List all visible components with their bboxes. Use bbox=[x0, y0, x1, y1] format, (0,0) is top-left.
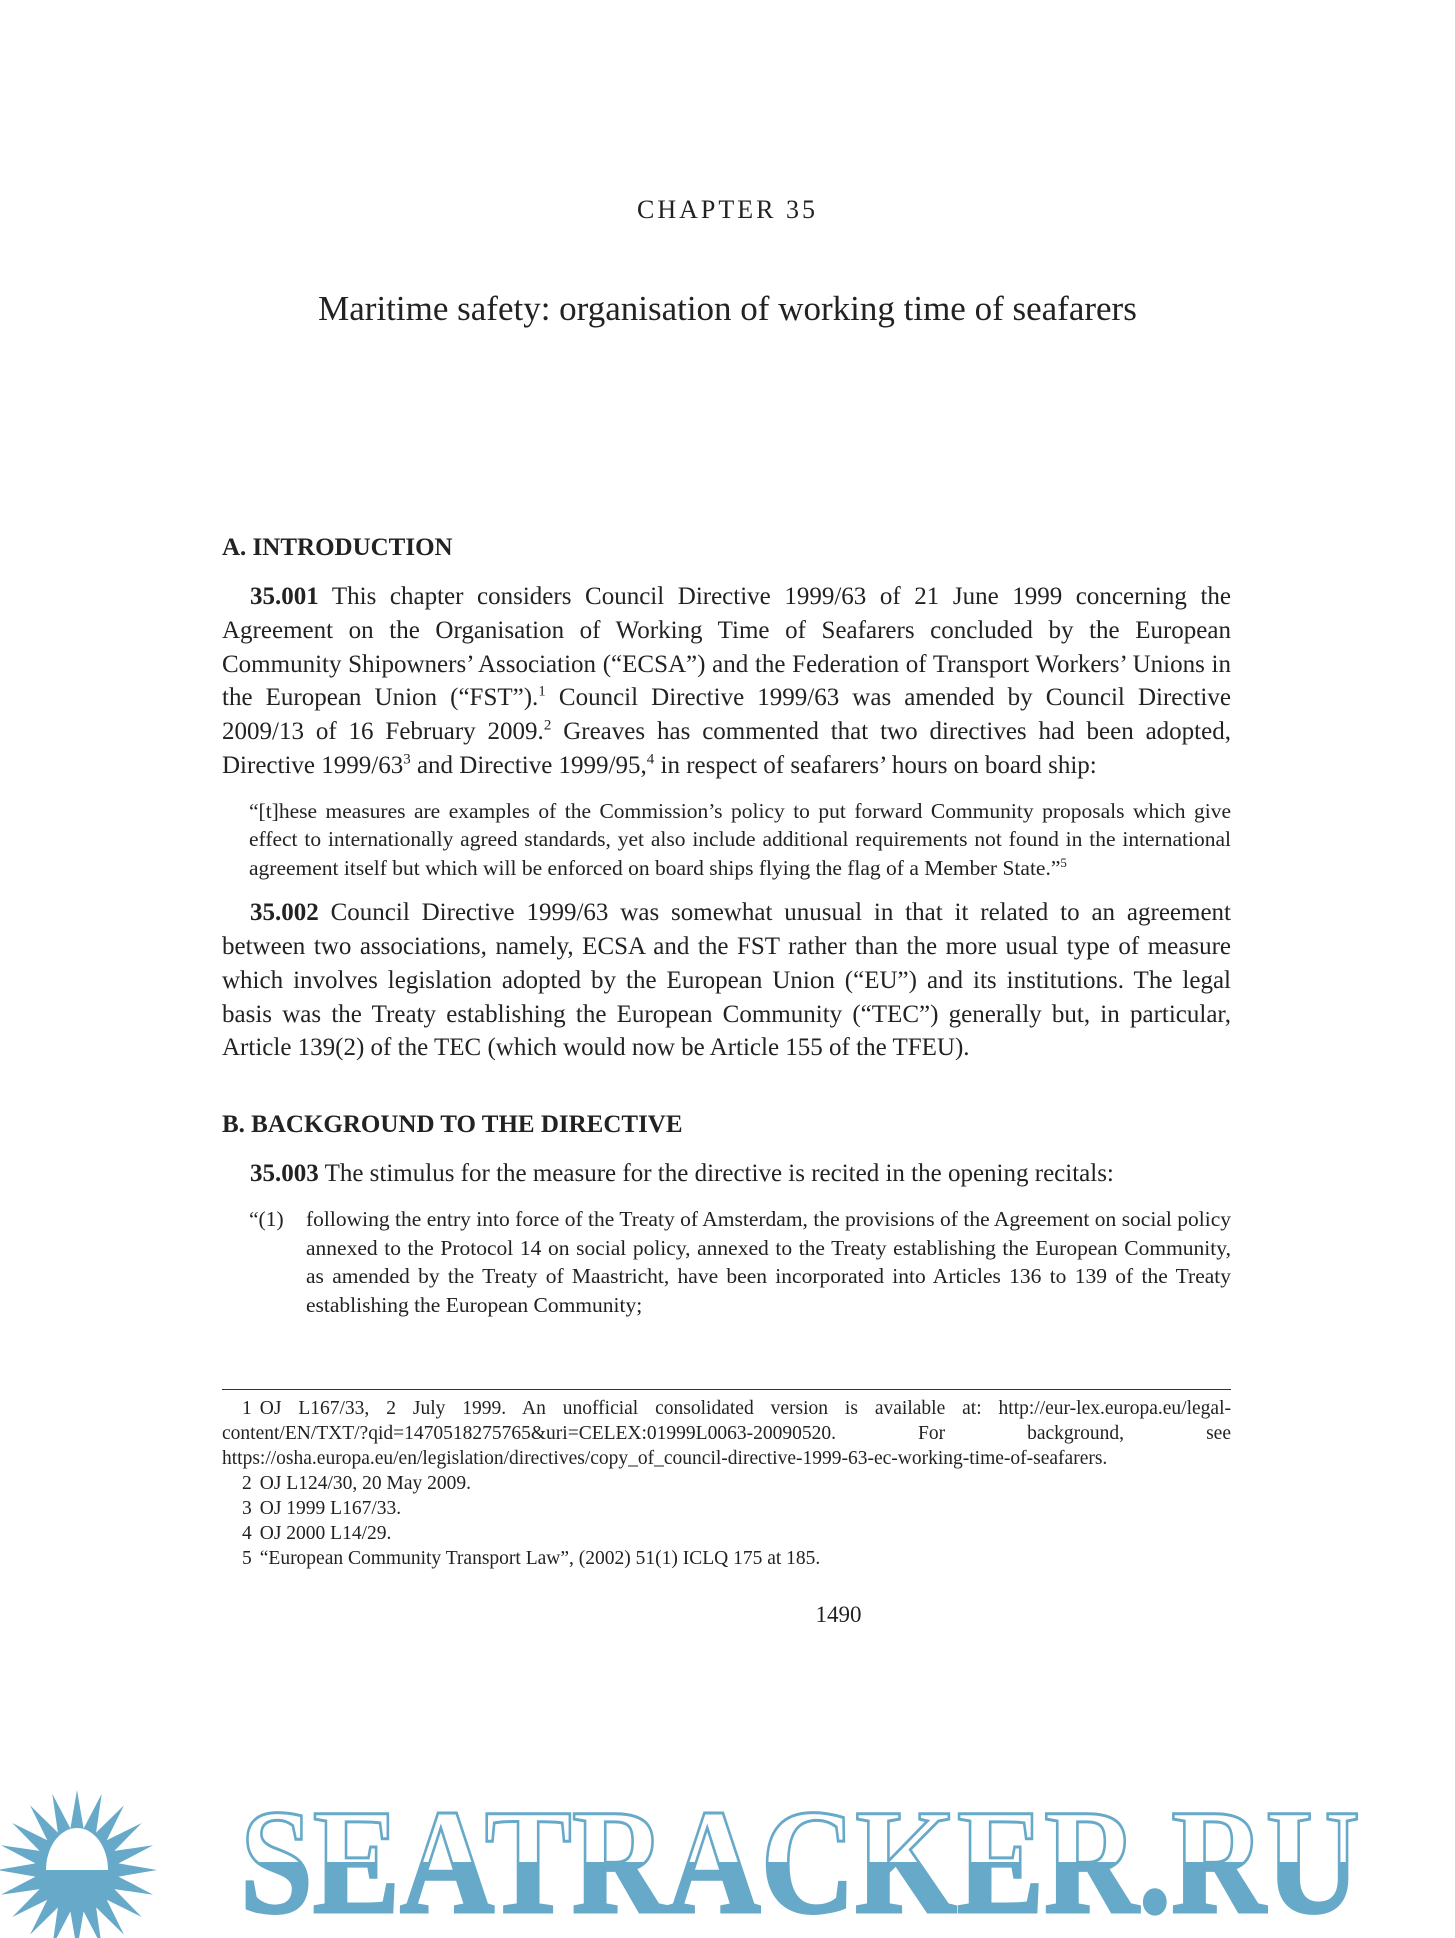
recital-number: “(1) bbox=[249, 1207, 284, 1232]
footnotes bbox=[222, 1396, 1231, 1571]
paragraph-text: and Directive 1999/95, bbox=[410, 751, 647, 779]
paragraph-text: The stimulus for the measure for the directive is recited in the opening recitals: bbox=[324, 1160, 1114, 1188]
watermark-text: SEATRACKER.RU bbox=[240, 1779, 1360, 1938]
footnote-text: OJ 2000 L14/29. bbox=[259, 1523, 392, 1545]
footnote-number: 5 bbox=[242, 1548, 252, 1570]
paragraph-35-002 bbox=[222, 896, 1231, 1065]
footnote-divider bbox=[222, 1389, 1231, 1390]
footnote-text: “European Community Transport Law”, (2002) 51(1) ICLQ 175 at 185. bbox=[259, 1548, 821, 1570]
footnote bbox=[222, 1496, 1231, 1521]
footnote-text: OJ 1999 L167/33. bbox=[259, 1498, 402, 1520]
footnote-ref[interactable]: 4 bbox=[646, 751, 655, 768]
chapter-label: CHAPTER 35 bbox=[637, 195, 818, 224]
paragraph-text: Council Directive 1999/63 was amended by Council Directive 2009/13 of 16 February 2009. bbox=[222, 684, 1231, 746]
paragraph-text: Council Directive 1999/63 was somewhat unusual in that it related to an agreement between two associations, namely, ECSA and the FST rather than the more usual type of measure which involves legislation adopted by the European Union (“EU”) and its institutions. The legal basis was the Treaty establishing the European Community (“TEC”) generally but, in particular, Article 139(2) of the TEC (which would now be Article 155 of the TFEU). bbox=[222, 899, 1231, 1062]
footnote-number: 1 bbox=[242, 1398, 252, 1420]
chapter-title: Maritime safety: organisation of working time of seafarers bbox=[318, 289, 1137, 328]
footnote bbox=[222, 1521, 1231, 1546]
footnote-number: 2 bbox=[242, 1473, 252, 1495]
footnote bbox=[222, 1471, 1231, 1496]
page-body bbox=[222, 532, 1231, 1629]
paragraph-35-001 bbox=[222, 580, 1231, 783]
quote-text: “[t]hese measures are examples of the Commission’s policy to put forward Community proposals which give effect to internationally agreed standards, yet also include additional requirements not found in the international agreement itself but which will be enforced on board ships flying the flag of a Member State.” bbox=[249, 798, 1231, 880]
block-quote bbox=[249, 797, 1231, 883]
footnote bbox=[222, 1396, 1231, 1471]
footnote-text: OJ L167/33, 2 July 1999. An unofficial consolidated version is available at: http://eur-lex.europa.eu/legal-content/EN/TXT/?qid=1470518275765&uri=CELEX:01999L0063-20090520. For background, see https://osha.europa.eu/en/legislation/directives/copy_of_council-directive-1999-63-ec-working-time-of-seafarers. bbox=[222, 1398, 1231, 1470]
paragraph-text: This chapter considers Council Directive 1999/63 of 21 June 1999 concerning the Agreement on the Organisation of Working Time of Seafarers concluded by the European Community Shipowners’ Association (“ECSA”) and the Federation of Transport Workers’ Unions in the European Union (“FST”). bbox=[222, 583, 1231, 712]
paragraph-text: in respect of seafarers’ hours on board ship: bbox=[654, 751, 1097, 779]
section-heading-background: B. BACKGROUND TO THE DIRECTIVE bbox=[222, 1111, 683, 1139]
footnote-ref[interactable]: 1 bbox=[538, 684, 546, 701]
recital-text: following the entry into force of the Treaty of Amsterdam, the provisions of the Agreement on social policy annexed to the Protocol 14 on social policy, annexed to the Treaty establishing the European Community, as amended by the Treaty of Maastricht, have been incorporated into Articles 136 to 139 of the Treaty establishing the European Community; bbox=[306, 1207, 1231, 1317]
section-heading-introduction: A. INTRODUCTION bbox=[222, 534, 453, 561]
paragraph-number: 35.003 bbox=[250, 1160, 319, 1188]
recital-1 bbox=[249, 1205, 1231, 1319]
footnote-text: OJ L124/30, 20 May 2009. bbox=[259, 1473, 471, 1495]
watermark-logo bbox=[0, 1779, 1371, 1938]
paragraph-35-003 bbox=[222, 1157, 1231, 1191]
footnote-number: 3 bbox=[242, 1498, 252, 1520]
footnote-number: 4 bbox=[242, 1523, 252, 1545]
paragraph-number: 35.002 bbox=[250, 899, 319, 927]
paragraph-number: 35.001 bbox=[250, 583, 319, 610]
footnote-ref[interactable]: 5 bbox=[1060, 855, 1067, 870]
footnote bbox=[222, 1546, 1231, 1571]
page-number: 1490 bbox=[815, 1602, 862, 1628]
paragraph-text: Greaves has commented that two directives had been adopted, Directive 1999/63 bbox=[222, 718, 1231, 779]
footnote-ref[interactable]: 2 bbox=[543, 717, 552, 734]
footnote-ref[interactable]: 3 bbox=[403, 751, 411, 768]
sun-icon bbox=[0, 1790, 157, 1938]
